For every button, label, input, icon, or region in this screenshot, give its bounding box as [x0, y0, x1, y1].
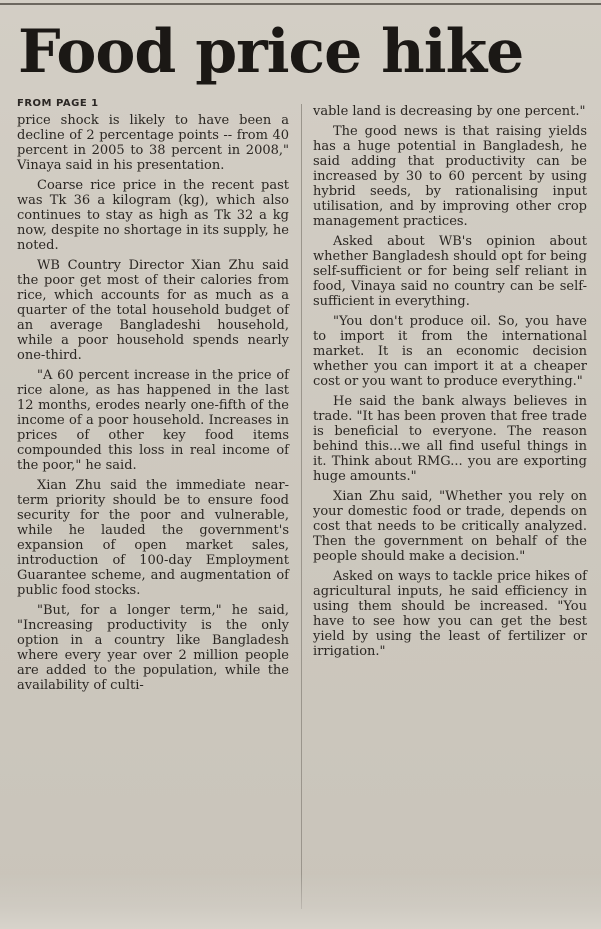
paragraph: vable land is decreasing by one percent." [313, 104, 586, 119]
column-divider [301, 104, 302, 909]
paragraph: Xian Zhu said, "Whether you rely on your domestic food or trade, depends on cost that needs to be critically analyzed. Then the government on behalf of the people should make a decision." [313, 489, 587, 564]
kicker-from-page: FROM PAGE 1 [17, 98, 99, 109]
article-column-right [313, 104, 587, 659]
article-column-left [17, 98, 289, 693]
paragraph: WB Country Director Xian Zhu said the poor get most of their calories from rice, which accounts for as much as a quarter of the total household budget of an average Bangladeshi household, while a poor household spends nearly one-third. [17, 258, 289, 363]
paragraph: Asked on ways to tackle price hikes of agricultural inputs, he said efficiency in using them should be increased. "You have to see how you can get the best yield by using the least of fertilizer or irrigation." [313, 569, 587, 659]
paragraph: Xian Zhu said the immediate near-term priority should be to ensure food security for the poor and vulnerable, while he lauded the government's expansion of open market sales, introduction of 100-day Employment Guarantee scheme, and augmentation of public food stocks. [17, 478, 289, 598]
paragraph: Asked about WB's opinion about whether Bangladesh should opt for being self-sufficient or for being self reliant in food, Vinaya said no country can be self-sufficient in everything. [313, 234, 587, 309]
paragraph: price shock is likely to have been a decline of 2 percentage points -- from 40 percent in 2005 to 38 percent in 2008," Vinaya said in his presentation. [17, 113, 289, 173]
headline: Food price hike [18, 17, 524, 87]
top-rule [0, 3, 601, 5]
paragraph: The good news is that raising yields has a huge potential in Bangladesh, he said adding that productivity can be increased by 30 to 60 percent by using hybrid seeds, by rationalising input utilisation, and by improving other crop management practices. [313, 124, 587, 229]
paragraph: Coarse rice price in the recent past was Tk 36 a kilogram (kg), which also continues to stay as high as Tk 32 a kg now, despite no shortage in its supply, he noted. [17, 178, 289, 253]
paragraph: "You don't produce oil. So, you have to import it from the international market. It is an economic decision whether you can import it at a cheaper cost or you want to produce everything." [313, 314, 587, 389]
paragraph: He said the bank always believes in trade. "It has been proven that free trade is beneficial to everyone. The reason behind this...we all find useful things in it. Think about RMG... you are exporting huge amounts." [313, 394, 587, 484]
paragraph: "A 60 percent increase in the price of rice alone, as has happened in the last 12 months, erodes nearly one-fifth of the income of a poor household. Increases in prices of other key food items compounded this loss in real income of the poor," he said. [17, 368, 289, 473]
paragraph: "But, for a longer term," he said, "Increasing productivity is the only option in a country like Bangladesh where every year over 2 million people are added to the population, while the availability of culti- [17, 603, 289, 693]
